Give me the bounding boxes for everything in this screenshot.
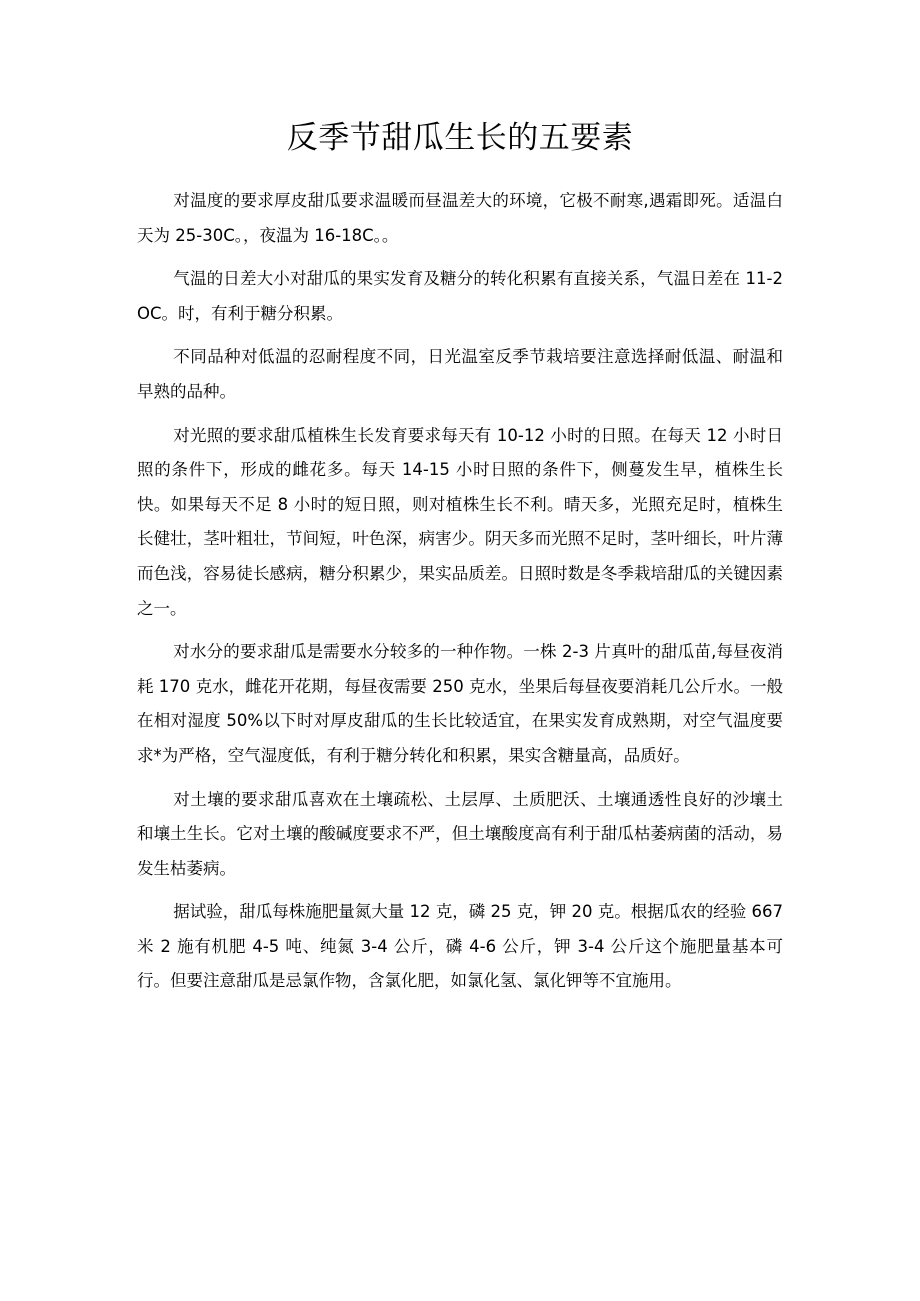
paragraph-water: 对水分的要求甜瓜是需要水分较多的一种作物。一株 2-3 片真叶的甜瓜苗,每昼夜消耗 170 克水，雌花开花期，每昼夜需要 250 克水，坐果后每昼夜要消耗几公斤水。一般在相对湿度 50%以下时对厚皮甜瓜的生长比较适宜，在果实发育成熟期，对空气温度要求*为严格，空气湿度低，有利于糖分转化和积累，果实含糖量高，品质好。 <box>137 642 783 765</box>
paragraph-temperature-difference: 气温的日差大小对甜瓜的果实发育及糖分的转化积累有直接关系，气温日差在 11-2OC。时，有利于糖分积累。 <box>137 269 783 323</box>
paragraph-light: 对光照的要求甜瓜植株生长发育要求每天有 10-12 小时的日照。在每天 12 小时日照的条件下，形成的雌花多。每天 14-15 小时日照的条件下，侧蔓发生早，植株生长快。如果每天不足 8 小时的短日照，则对植株生长不利。晴天多，光照充足时，植株生长健壮，茎叶粗壮，节间短，叶色深，病害少。阴天多而光照不足时，茎叶细长，叶片薄而色浅，容易徒长感病，糖分积累少，果实品质差。日照时数是冬季栽培甜瓜的关键因素之一。 <box>137 425 783 618</box>
paragraph-variety-selection: 不同品种对低温的忍耐程度不同，日光温室反季节栽培要注意选择耐低温、耐温和早熟的品种。 <box>137 347 783 401</box>
document-body <box>137 184 783 1008</box>
paragraph-fertilizer: 据试验，甜瓜每株施肥量氮大量 12 克，磷 25 克，钾 20 克。根据瓜农的经验 667 米 2 施有机肥 4-5 吨、纯氮 3-4 公斤，磷 4-6 公斤，钾 3-4 公斤这个施肥量基本可行。但要注意甜瓜是忌氯作物，含氯化肥，如氯化氢、氯化钾等不宜施用。 <box>137 902 783 991</box>
page-title: 反季节甜瓜生长的五要素 <box>286 120 634 156</box>
paragraph-soil: 对土壤的要求甜瓜喜欢在土壤疏松、土层厚、土质肥沃、土壤通透性良好的沙壤土和壤土生长。它对土壤的酸碱度要求不严，但土壤酸度高有利于甜瓜枯萎病菌的活动，易发生枯萎病。 <box>137 789 783 878</box>
paragraph-temperature: 对温度的要求厚皮甜瓜要求温暖而昼温差大的环境，它极不耐寒,遇霜即死。适温白天为 25-30C。，夜温为 16-18C。。 <box>137 191 783 245</box>
